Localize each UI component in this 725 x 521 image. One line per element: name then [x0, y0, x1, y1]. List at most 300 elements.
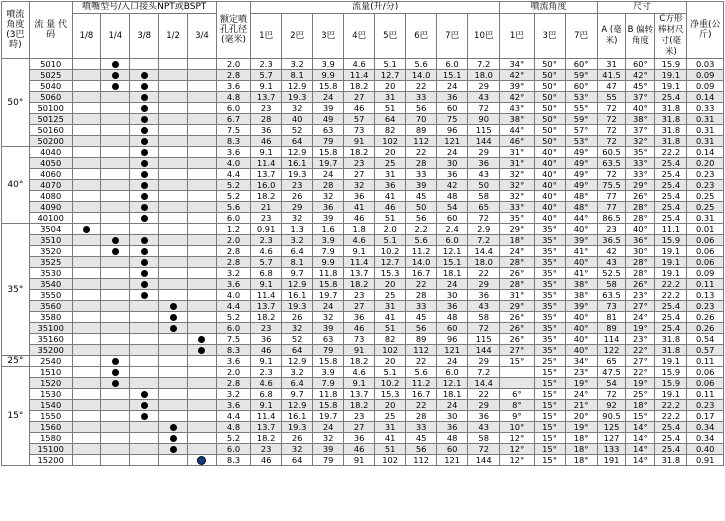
size-cell: [72, 312, 101, 323]
size-cell: [72, 169, 101, 180]
availability-dot-icon: [141, 259, 148, 266]
dim-a-cell: 36.5: [597, 235, 626, 246]
spray-cell: 38°: [565, 279, 597, 290]
size-cell: [101, 301, 130, 312]
flow-cell: 1.3: [282, 224, 313, 235]
flow-cell: 20: [375, 279, 406, 290]
flow-cell: 27: [344, 422, 375, 433]
flow-cell: 112: [406, 455, 437, 466]
size-cell: [159, 213, 188, 224]
size-cell: [159, 136, 188, 147]
flow-cell: 51: [375, 444, 406, 455]
flow-cell: 50: [406, 202, 437, 213]
flow-code-cell: 40100: [29, 213, 72, 224]
flow-cell: 7.2: [468, 235, 500, 246]
flow-cell: 9.1: [344, 246, 375, 257]
spray-cell: 48°: [565, 202, 597, 213]
orifice-cell: 4.8: [216, 92, 250, 103]
size-cell: [188, 378, 217, 389]
flow-cell: 2.4: [437, 224, 468, 235]
dim-c-cell: 31.8: [655, 125, 687, 136]
orifice-cell: 8.3: [216, 136, 250, 147]
dim-c-cell: 25.4: [655, 213, 687, 224]
spray-cell: 35°: [534, 334, 565, 345]
size-cell: [159, 389, 188, 400]
flow-cell: 29: [282, 202, 313, 213]
weight-cell: 0.40: [687, 444, 724, 455]
dim-a-cell: 122: [597, 345, 626, 356]
spray-cell: 12°: [500, 433, 534, 444]
flow-cell: 60: [437, 213, 468, 224]
availability-dot-icon: [112, 237, 119, 244]
flow-cell: 56: [406, 213, 437, 224]
weight-cell: 0.09: [687, 268, 724, 279]
flow-cell: 41: [375, 312, 406, 323]
size-cell: [188, 389, 217, 400]
size-cell: [159, 279, 188, 290]
angle-group-cell: 25°: [2, 356, 30, 367]
table-row: [2, 224, 724, 235]
flow-cell: 6.0: [437, 59, 468, 70]
size-cell: [188, 411, 217, 422]
size-cell: [159, 411, 188, 422]
dim-a-cell: 77: [597, 191, 626, 202]
size-cell: [72, 246, 101, 257]
dim-b-cell: 40°: [626, 224, 655, 235]
spray-cell: 18°: [500, 235, 534, 246]
orifice-cell: 6.0: [216, 213, 250, 224]
flow-code-cell: 50200: [29, 136, 72, 147]
flow-cell: 13.7: [344, 389, 375, 400]
flow-cell: 48: [437, 433, 468, 444]
availability-dot-icon: [170, 424, 177, 431]
flow-cell: 89: [406, 125, 437, 136]
size-cell: [188, 81, 217, 92]
table-row: [2, 191, 724, 202]
spray-cell: 15°: [534, 389, 565, 400]
header-flow-pressure: 3巴: [313, 14, 344, 59]
flow-cell: 36: [313, 202, 344, 213]
flow-cell: 18.0: [468, 70, 500, 81]
dim-a-cell: 75.5: [597, 180, 626, 191]
size-cell: [72, 180, 101, 191]
size-cell: [188, 290, 217, 301]
spray-cell: 49°: [565, 158, 597, 169]
orifice-cell: 3.6: [216, 147, 250, 158]
size-cell: [72, 213, 101, 224]
flow-cell: 56: [406, 103, 437, 114]
flow-cell: 63: [313, 334, 344, 345]
availability-dot-icon: [198, 457, 205, 464]
size-cell: [130, 301, 159, 312]
size-cell: [188, 169, 217, 180]
size-cell: [188, 202, 217, 213]
flow-cell: 20: [375, 81, 406, 92]
spray-cell: 35°: [534, 235, 565, 246]
spray-cell: 24°: [565, 389, 597, 400]
flow-cell: 73: [344, 125, 375, 136]
spray-cell: 15°: [534, 455, 565, 466]
header-spray-pressure: 7巴: [565, 14, 597, 59]
weight-cell: 0.23: [687, 301, 724, 312]
flow-cell: 5.7: [251, 257, 282, 268]
spray-cell: 15°: [534, 433, 565, 444]
spray-cell: 43°: [500, 103, 534, 114]
size-cell: [130, 114, 159, 125]
flow-cell: 16.7: [406, 268, 437, 279]
flow-cell: 22: [406, 81, 437, 92]
availability-dot-icon: [198, 347, 205, 354]
flow-cell: 6.4: [282, 246, 313, 257]
flow-cell: 10.2: [375, 378, 406, 389]
size-cell: [72, 257, 101, 268]
weight-cell: 0.06: [687, 246, 724, 257]
orifice-cell: 4.4: [216, 411, 250, 422]
dim-b-cell: 19°: [626, 323, 655, 334]
availability-dot-icon: [141, 193, 148, 200]
spray-cell: 28°: [500, 279, 534, 290]
flow-cell: 11.4: [251, 411, 282, 422]
flow-cell: 27: [344, 92, 375, 103]
table-row: [2, 378, 724, 389]
flow-cell: 14.0: [406, 70, 437, 81]
flow-cell: 24: [313, 169, 344, 180]
flow-code-cell: 3510: [29, 235, 72, 246]
table-row: [2, 235, 724, 246]
spray-cell: 8°: [500, 400, 534, 411]
flow-cell: 21: [251, 202, 282, 213]
size-cell: [72, 279, 101, 290]
size-cell: [72, 158, 101, 169]
flow-cell: 33: [406, 422, 437, 433]
flow-cell: 14.4: [468, 378, 500, 389]
dim-b-cell: 14°: [626, 455, 655, 466]
spray-cell: 24°: [500, 246, 534, 257]
flow-cell: 9.1: [251, 400, 282, 411]
dim-c-cell: 31.8: [655, 136, 687, 147]
table-row: [2, 334, 724, 345]
flow-cell: 16.1: [282, 290, 313, 301]
header-flow-pressure: 5巴: [375, 14, 406, 59]
flow-cell: 18.2: [344, 147, 375, 158]
orifice-cell: 8.3: [216, 455, 250, 466]
size-cell: [159, 367, 188, 378]
flow-cell: 65: [468, 202, 500, 213]
size-cell: [101, 290, 130, 301]
size-cell: [130, 268, 159, 279]
size-cell: [101, 224, 130, 235]
flow-cell: 16.7: [406, 389, 437, 400]
dim-c-cell: 15.9: [655, 378, 687, 389]
dim-c-cell: 19.1: [655, 257, 687, 268]
size-cell: [159, 180, 188, 191]
spray-cell: 18°: [565, 444, 597, 455]
size-cell: [159, 114, 188, 125]
table-row: [2, 312, 724, 323]
table-row: [2, 125, 724, 136]
flow-code-cell: 4040: [29, 147, 72, 158]
size-cell: [188, 257, 217, 268]
flow-cell: 2.3: [251, 59, 282, 70]
spray-cell: 60°: [565, 59, 597, 70]
flow-code-cell: 1560: [29, 422, 72, 433]
flow-cell: 23: [251, 103, 282, 114]
orifice-cell: 6.0: [216, 444, 250, 455]
spray-cell: 20°: [565, 411, 597, 422]
size-cell: [159, 378, 188, 389]
flow-cell: 121: [437, 345, 468, 356]
flow-cell: 13.7: [251, 92, 282, 103]
spray-cell: 40°: [534, 213, 565, 224]
header-size: 1/2: [159, 14, 188, 59]
header-flow-code: 流 量 代 码: [29, 2, 72, 59]
spray-cell: 50°: [534, 125, 565, 136]
dim-c-cell: 31.8: [655, 334, 687, 345]
flow-cell: 56: [406, 323, 437, 334]
spray-cell: 41°: [565, 268, 597, 279]
flow-cell: 112: [406, 345, 437, 356]
flow-cell: 14.4: [468, 246, 500, 257]
flow-cell: 79: [313, 345, 344, 356]
size-cell: [130, 180, 159, 191]
weight-cell: 0.06: [687, 378, 724, 389]
dim-a-cell: 72: [597, 169, 626, 180]
flow-cell: 45: [406, 312, 437, 323]
header-orifice: 额定噴孔孔径(毫米): [216, 2, 250, 59]
spray-cell: 35°: [534, 246, 565, 257]
table-row: [2, 268, 724, 279]
dim-c-cell: 22.2: [655, 400, 687, 411]
availability-dot-icon: [112, 248, 119, 255]
flow-cell: 29: [468, 400, 500, 411]
availability-dot-icon: [141, 138, 148, 145]
spray-cell: 35°: [534, 290, 565, 301]
flow-cell: 18.1: [437, 268, 468, 279]
flow-cell: 29: [468, 147, 500, 158]
availability-dot-icon: [170, 435, 177, 442]
table-row: [2, 70, 724, 81]
flow-cell: 18.2: [344, 81, 375, 92]
flow-cell: 23: [251, 323, 282, 334]
dim-c-cell: 25.4: [655, 169, 687, 180]
flow-cell: 42: [437, 180, 468, 191]
flow-cell: 30: [437, 411, 468, 422]
orifice-cell: 2.8: [216, 246, 250, 257]
size-cell: [101, 59, 130, 70]
availability-dot-icon: [141, 105, 148, 112]
size-cell: [101, 136, 130, 147]
dim-a-cell: 63.5: [597, 158, 626, 169]
flow-code-cell: 5040: [29, 81, 72, 92]
dim-b-cell: 27°: [626, 356, 655, 367]
spray-cell: 28°: [500, 257, 534, 268]
spray-cell: 59°: [565, 114, 597, 125]
flow-cell: 75: [437, 114, 468, 125]
size-cell: [188, 367, 217, 378]
flow-code-cell: 3540: [29, 279, 72, 290]
dim-b-cell: 36°: [626, 235, 655, 246]
size-cell: [159, 81, 188, 92]
header-flow-pressure: 10巴: [468, 14, 500, 59]
flow-cell: 20: [375, 400, 406, 411]
availability-dot-icon: [170, 446, 177, 453]
flow-cell: 15.8: [313, 81, 344, 92]
dim-b-cell: 33°: [626, 169, 655, 180]
dim-b-cell: 23°: [626, 334, 655, 345]
dim-b-cell: 19°: [626, 378, 655, 389]
flow-cell: 15.8: [313, 279, 344, 290]
weight-cell: 0.14: [687, 92, 724, 103]
size-cell: [101, 268, 130, 279]
orifice-cell: 5.2: [216, 433, 250, 444]
size-cell: [159, 235, 188, 246]
spray-cell: 46°: [500, 136, 534, 147]
flow-cell: 91: [344, 455, 375, 466]
spray-cell: 35°: [534, 345, 565, 356]
size-cell: [101, 345, 130, 356]
size-cell: [188, 312, 217, 323]
flow-cell: 144: [468, 345, 500, 356]
header-dim: B 偏转角度: [626, 14, 655, 59]
flow-cell: 7.9: [313, 378, 344, 389]
size-cell: [130, 422, 159, 433]
table-row: [2, 301, 724, 312]
size-cell: [130, 367, 159, 378]
size-cell: [130, 70, 159, 81]
flow-cell: 52: [282, 125, 313, 136]
flow-cell: 39: [406, 180, 437, 191]
size-cell: [188, 235, 217, 246]
dim-a-cell: 90.5: [597, 411, 626, 422]
flow-cell: 22: [406, 147, 437, 158]
flow-cell: 5.6: [406, 59, 437, 70]
flow-cell: 12.9: [282, 81, 313, 92]
flow-cell: 9.7: [282, 268, 313, 279]
spray-cell: 19°: [565, 422, 597, 433]
table-row: [2, 136, 724, 147]
flow-cell: 36: [344, 312, 375, 323]
flow-cell: 36: [344, 191, 375, 202]
orifice-cell: 2.8: [216, 257, 250, 268]
angle-group-cell: 35°: [2, 224, 30, 356]
size-cell: [188, 301, 217, 312]
weight-cell: 0.31: [687, 213, 724, 224]
size-cell: [101, 191, 130, 202]
availability-dot-icon: [141, 171, 148, 178]
flow-code-cell: 5010: [29, 59, 72, 70]
flow-cell: 49: [313, 114, 344, 125]
flow-cell: 0.91: [251, 224, 282, 235]
flow-cell: 3.9: [313, 59, 344, 70]
header-weight: 净重(公斤): [687, 2, 724, 59]
flow-cell: 82: [375, 125, 406, 136]
size-cell: [130, 136, 159, 147]
flow-cell: 9.9: [313, 70, 344, 81]
size-cell: [188, 400, 217, 411]
flow-code-cell: 3504: [29, 224, 72, 235]
flow-cell: 24: [437, 400, 468, 411]
flow-cell: 19.7: [313, 290, 344, 301]
flow-cell: 9.9: [313, 257, 344, 268]
table-row: [2, 246, 724, 257]
dim-c-cell: 11.1: [655, 224, 687, 235]
dim-a-cell: 73: [597, 301, 626, 312]
flow-cell: 41: [375, 433, 406, 444]
flow-cell: 9.1: [344, 378, 375, 389]
flow-cell: 115: [468, 125, 500, 136]
flow-cell: 31: [375, 301, 406, 312]
flow-cell: 6.4: [282, 378, 313, 389]
table-row: [2, 345, 724, 356]
header-nozzle-model: 噴嘴型号/入口接头NPT或BSPT: [72, 2, 216, 14]
weight-cell: 0.34: [687, 433, 724, 444]
flow-code-cell: 50100: [29, 103, 72, 114]
size-cell: [188, 180, 217, 191]
flow-cell: 36: [344, 433, 375, 444]
dim-b-cell: 28°: [626, 257, 655, 268]
availability-dot-icon: [141, 237, 148, 244]
flow-cell: 39: [313, 323, 344, 334]
flow-cell: 18.2: [344, 400, 375, 411]
orifice-cell: 3.2: [216, 268, 250, 279]
size-cell: [188, 345, 217, 356]
flow-cell: 22: [406, 356, 437, 367]
flow-cell: 22: [468, 389, 500, 400]
flow-cell: 102: [375, 345, 406, 356]
dim-a-cell: 77: [597, 202, 626, 213]
table-row: [2, 114, 724, 125]
size-cell: [159, 345, 188, 356]
dim-a-cell: 47: [597, 81, 626, 92]
size-cell: [72, 378, 101, 389]
header-flow-pressure: 6巴: [406, 14, 437, 59]
size-cell: [159, 191, 188, 202]
table-row: [2, 213, 724, 224]
dim-a-cell: 54: [597, 378, 626, 389]
flow-cell: 73: [344, 334, 375, 345]
dim-a-cell: 86.5: [597, 213, 626, 224]
flow-cell: 26: [282, 191, 313, 202]
flow-cell: 12.1: [437, 246, 468, 257]
availability-dot-icon: [83, 226, 90, 233]
dim-a-cell: 31: [597, 59, 626, 70]
availability-dot-icon: [141, 270, 148, 277]
flow-cell: 79: [313, 136, 344, 147]
flow-code-cell: 1520: [29, 378, 72, 389]
flow-cell: 5.1: [375, 59, 406, 70]
spray-cell: 29°: [500, 301, 534, 312]
size-cell: [130, 433, 159, 444]
table-row: [2, 455, 724, 466]
size-cell: [159, 169, 188, 180]
flow-cell: 32: [282, 103, 313, 114]
size-cell: [101, 389, 130, 400]
size-cell: [188, 125, 217, 136]
size-cell: [72, 136, 101, 147]
size-cell: [159, 103, 188, 114]
flow-cell: 23: [251, 444, 282, 455]
flow-cell: 36: [437, 301, 468, 312]
flow-cell: 52: [282, 334, 313, 345]
size-cell: [188, 224, 217, 235]
flow-cell: 10.2: [375, 246, 406, 257]
table-row: [2, 103, 724, 114]
flow-code-cell: 50125: [29, 114, 72, 125]
weight-cell: 0.06: [687, 367, 724, 378]
spray-cell: 15°: [534, 444, 565, 455]
size-cell: [130, 81, 159, 92]
flow-cell: 50: [468, 180, 500, 191]
